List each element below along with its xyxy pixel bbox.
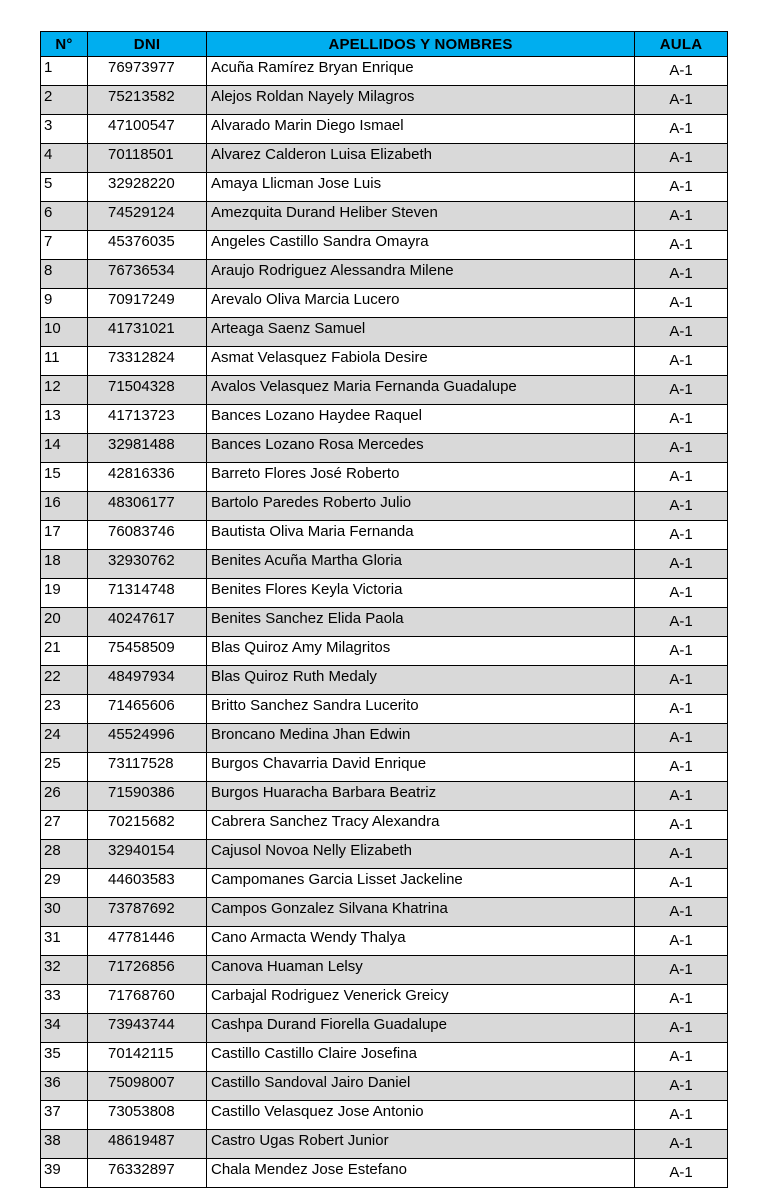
row-aula-cell: A-1 xyxy=(635,1101,728,1130)
row-number-cell: 9 xyxy=(41,289,88,318)
row-number-cell: 4 xyxy=(41,144,88,173)
row-dni-cell: 32930762 xyxy=(88,550,207,579)
row-name-cell: Bances Lozano Haydee Raquel xyxy=(207,405,635,434)
row-dni-cell: 70215682 xyxy=(88,811,207,840)
row-aula-cell: A-1 xyxy=(635,695,728,724)
row-number-cell: 32 xyxy=(41,956,88,985)
row-name-cell: Cajusol Novoa Nelly Elizabeth xyxy=(207,840,635,869)
row-number-cell: 36 xyxy=(41,1072,88,1101)
row-dni-cell: 47781446 xyxy=(88,927,207,956)
column-header-name: APELLIDOS Y NOMBRES xyxy=(207,32,635,57)
row-dni-cell: 45524996 xyxy=(88,724,207,753)
row-number-cell: 5 xyxy=(41,173,88,202)
row-name-cell: Arevalo Oliva Marcia Lucero xyxy=(207,289,635,318)
row-dni-cell: 71590386 xyxy=(88,782,207,811)
row-aula-cell: A-1 xyxy=(635,173,728,202)
row-number-cell: 1 xyxy=(41,57,88,86)
table-row xyxy=(41,405,728,434)
row-number-cell: 11 xyxy=(41,347,88,376)
row-number-cell: 27 xyxy=(41,811,88,840)
row-dni-cell: 76083746 xyxy=(88,521,207,550)
row-aula-cell: A-1 xyxy=(635,1072,728,1101)
table-row xyxy=(41,347,728,376)
row-aula-cell: A-1 xyxy=(635,289,728,318)
table-header xyxy=(41,32,728,57)
row-number-cell: 7 xyxy=(41,231,88,260)
table-row xyxy=(41,869,728,898)
table-row xyxy=(41,782,728,811)
table-row xyxy=(41,811,728,840)
row-dni-cell: 75213582 xyxy=(88,86,207,115)
row-aula-cell: A-1 xyxy=(635,753,728,782)
row-number-cell: 38 xyxy=(41,1130,88,1159)
table-row xyxy=(41,1159,728,1188)
row-name-cell: Castillo Velasquez Jose Antonio xyxy=(207,1101,635,1130)
row-dni-cell: 45376035 xyxy=(88,231,207,260)
row-number-cell: 39 xyxy=(41,1159,88,1188)
row-dni-cell: 40247617 xyxy=(88,608,207,637)
table-row xyxy=(41,1072,728,1101)
row-aula-cell: A-1 xyxy=(635,579,728,608)
row-aula-cell: A-1 xyxy=(635,666,728,695)
row-dni-cell: 70142115 xyxy=(88,1043,207,1072)
row-aula-cell: A-1 xyxy=(635,724,728,753)
table-row xyxy=(41,927,728,956)
row-dni-cell: 70118501 xyxy=(88,144,207,173)
row-name-cell: Alvarado Marin Diego Ismael xyxy=(207,115,635,144)
row-dni-cell: 73787692 xyxy=(88,898,207,927)
header-row xyxy=(41,32,728,57)
row-number-cell: 26 xyxy=(41,782,88,811)
row-aula-cell: A-1 xyxy=(635,637,728,666)
column-header-dni: DNI xyxy=(88,32,207,57)
row-name-cell: Britto Sanchez Sandra Lucerito xyxy=(207,695,635,724)
row-name-cell: Araujo Rodriguez Alessandra Milene xyxy=(207,260,635,289)
table-row xyxy=(41,637,728,666)
row-name-cell: Burgos Huaracha Barbara Beatriz xyxy=(207,782,635,811)
table-row xyxy=(41,724,728,753)
row-number-cell: 8 xyxy=(41,260,88,289)
table-row xyxy=(41,956,728,985)
row-aula-cell: A-1 xyxy=(635,318,728,347)
row-name-cell: Carbajal Rodriguez Venerick Greicy xyxy=(207,985,635,1014)
row-name-cell: Benites Acuña Martha Gloria xyxy=(207,550,635,579)
table-row xyxy=(41,492,728,521)
table-row xyxy=(41,579,728,608)
student-table xyxy=(40,31,728,1188)
row-aula-cell: A-1 xyxy=(635,811,728,840)
table-row xyxy=(41,463,728,492)
row-name-cell: Cashpa Durand Fiorella Guadalupe xyxy=(207,1014,635,1043)
table-row xyxy=(41,550,728,579)
row-number-cell: 29 xyxy=(41,869,88,898)
row-number-cell: 25 xyxy=(41,753,88,782)
row-aula-cell: A-1 xyxy=(635,840,728,869)
row-aula-cell: A-1 xyxy=(635,898,728,927)
table-row xyxy=(41,115,728,144)
row-number-cell: 20 xyxy=(41,608,88,637)
row-aula-cell: A-1 xyxy=(635,202,728,231)
row-number-cell: 16 xyxy=(41,492,88,521)
row-number-cell: 2 xyxy=(41,86,88,115)
row-dni-cell: 76332897 xyxy=(88,1159,207,1188)
table-row xyxy=(41,144,728,173)
row-name-cell: Barreto Flores José Roberto xyxy=(207,463,635,492)
row-aula-cell: A-1 xyxy=(635,550,728,579)
row-aula-cell: A-1 xyxy=(635,347,728,376)
table-row xyxy=(41,376,728,405)
row-dni-cell: 42816336 xyxy=(88,463,207,492)
row-name-cell: Campomanes Garcia Lisset Jackeline xyxy=(207,869,635,898)
row-name-cell: Benites Flores Keyla Victoria xyxy=(207,579,635,608)
row-dni-cell: 32928220 xyxy=(88,173,207,202)
row-aula-cell: A-1 xyxy=(635,927,728,956)
row-number-cell: 15 xyxy=(41,463,88,492)
row-dni-cell: 74529124 xyxy=(88,202,207,231)
row-name-cell: Blas Quiroz Ruth Medaly xyxy=(207,666,635,695)
row-number-cell: 31 xyxy=(41,927,88,956)
row-dni-cell: 32981488 xyxy=(88,434,207,463)
table-row xyxy=(41,666,728,695)
row-number-cell: 30 xyxy=(41,898,88,927)
column-header-aula: AULA xyxy=(635,32,728,57)
row-dni-cell: 73312824 xyxy=(88,347,207,376)
row-name-cell: Bances Lozano Rosa Mercedes xyxy=(207,434,635,463)
row-name-cell: Castillo Sandoval Jairo Daniel xyxy=(207,1072,635,1101)
row-name-cell: Canova Huaman Lelsy xyxy=(207,956,635,985)
row-dni-cell: 71314748 xyxy=(88,579,207,608)
table-row xyxy=(41,86,728,115)
table-row xyxy=(41,1014,728,1043)
row-dni-cell: 32940154 xyxy=(88,840,207,869)
table-row xyxy=(41,1130,728,1159)
row-name-cell: Bautista Oliva Maria Fernanda xyxy=(207,521,635,550)
row-aula-cell: A-1 xyxy=(635,782,728,811)
row-dni-cell: 73117528 xyxy=(88,753,207,782)
row-number-cell: 10 xyxy=(41,318,88,347)
row-dni-cell: 48497934 xyxy=(88,666,207,695)
table-row xyxy=(41,840,728,869)
row-dni-cell: 73943744 xyxy=(88,1014,207,1043)
row-name-cell: Amezquita Durand Heliber Steven xyxy=(207,202,635,231)
row-aula-cell: A-1 xyxy=(635,231,728,260)
row-aula-cell: A-1 xyxy=(635,1159,728,1188)
row-name-cell: Acuña Ramírez Bryan Enrique xyxy=(207,57,635,86)
row-number-cell: 34 xyxy=(41,1014,88,1043)
row-aula-cell: A-1 xyxy=(635,144,728,173)
row-name-cell: Burgos Chavarria David Enrique xyxy=(207,753,635,782)
table-row xyxy=(41,521,728,550)
row-aula-cell: A-1 xyxy=(635,1130,728,1159)
row-dni-cell: 44603583 xyxy=(88,869,207,898)
row-aula-cell: A-1 xyxy=(635,869,728,898)
row-number-cell: 35 xyxy=(41,1043,88,1072)
row-name-cell: Castro Ugas Robert Junior xyxy=(207,1130,635,1159)
row-aula-cell: A-1 xyxy=(635,985,728,1014)
row-dni-cell: 70917249 xyxy=(88,289,207,318)
row-name-cell: Alejos Roldan Nayely Milagros xyxy=(207,86,635,115)
row-dni-cell: 48306177 xyxy=(88,492,207,521)
row-number-cell: 23 xyxy=(41,695,88,724)
row-number-cell: 3 xyxy=(41,115,88,144)
row-number-cell: 19 xyxy=(41,579,88,608)
row-aula-cell: A-1 xyxy=(635,1043,728,1072)
row-dni-cell: 41713723 xyxy=(88,405,207,434)
row-aula-cell: A-1 xyxy=(635,115,728,144)
row-name-cell: Broncano Medina Jhan Edwin xyxy=(207,724,635,753)
row-name-cell: Cano Armacta Wendy Thalya xyxy=(207,927,635,956)
row-dni-cell: 71504328 xyxy=(88,376,207,405)
column-header-number: N° xyxy=(41,32,88,57)
row-number-cell: 17 xyxy=(41,521,88,550)
row-aula-cell: A-1 xyxy=(635,956,728,985)
row-name-cell: Angeles Castillo Sandra Omayra xyxy=(207,231,635,260)
table-row xyxy=(41,318,728,347)
row-name-cell: Benites Sanchez Elida Paola xyxy=(207,608,635,637)
table-row xyxy=(41,985,728,1014)
row-dni-cell: 71726856 xyxy=(88,956,207,985)
row-dni-cell: 48619487 xyxy=(88,1130,207,1159)
table-row xyxy=(41,289,728,318)
row-number-cell: 37 xyxy=(41,1101,88,1130)
row-dni-cell: 76973977 xyxy=(88,57,207,86)
row-name-cell: Amaya Llicman Jose Luis xyxy=(207,173,635,202)
table-row xyxy=(41,1043,728,1072)
row-name-cell: Castillo Castillo Claire Josefina xyxy=(207,1043,635,1072)
row-dni-cell: 75098007 xyxy=(88,1072,207,1101)
row-aula-cell: A-1 xyxy=(635,1014,728,1043)
row-dni-cell: 71768760 xyxy=(88,985,207,1014)
table-row xyxy=(41,1101,728,1130)
table-row xyxy=(41,608,728,637)
row-aula-cell: A-1 xyxy=(635,260,728,289)
table-body xyxy=(41,57,728,1188)
row-dni-cell: 73053808 xyxy=(88,1101,207,1130)
table-row xyxy=(41,434,728,463)
row-aula-cell: A-1 xyxy=(635,376,728,405)
row-number-cell: 28 xyxy=(41,840,88,869)
table-row xyxy=(41,231,728,260)
row-number-cell: 24 xyxy=(41,724,88,753)
row-number-cell: 6 xyxy=(41,202,88,231)
row-dni-cell: 76736534 xyxy=(88,260,207,289)
row-aula-cell: A-1 xyxy=(635,521,728,550)
table-row xyxy=(41,202,728,231)
table-row xyxy=(41,898,728,927)
row-number-cell: 13 xyxy=(41,405,88,434)
table-row xyxy=(41,260,728,289)
row-aula-cell: A-1 xyxy=(635,86,728,115)
row-aula-cell: A-1 xyxy=(635,463,728,492)
row-name-cell: Campos Gonzalez Silvana Khatrina xyxy=(207,898,635,927)
row-name-cell: Chala Mendez Jose Estefano xyxy=(207,1159,635,1188)
row-aula-cell: A-1 xyxy=(635,57,728,86)
table-row xyxy=(41,695,728,724)
row-name-cell: Bartolo Paredes Roberto Julio xyxy=(207,492,635,521)
row-aula-cell: A-1 xyxy=(635,405,728,434)
row-name-cell: Avalos Velasquez Maria Fernanda Guadalupe xyxy=(207,376,635,405)
row-dni-cell: 71465606 xyxy=(88,695,207,724)
row-name-cell: Asmat Velasquez Fabiola Desire xyxy=(207,347,635,376)
row-number-cell: 21 xyxy=(41,637,88,666)
row-number-cell: 12 xyxy=(41,376,88,405)
row-aula-cell: A-1 xyxy=(635,434,728,463)
row-name-cell: Blas Quiroz Amy Milagritos xyxy=(207,637,635,666)
table-row xyxy=(41,57,728,86)
row-dni-cell: 75458509 xyxy=(88,637,207,666)
row-number-cell: 18 xyxy=(41,550,88,579)
row-aula-cell: A-1 xyxy=(635,492,728,521)
row-name-cell: Cabrera Sanchez Tracy Alexandra xyxy=(207,811,635,840)
student-list-sheet xyxy=(40,31,727,1188)
row-aula-cell: A-1 xyxy=(635,608,728,637)
table-row xyxy=(41,753,728,782)
row-name-cell: Alvarez Calderon Luisa Elizabeth xyxy=(207,144,635,173)
row-dni-cell: 41731021 xyxy=(88,318,207,347)
row-dni-cell: 47100547 xyxy=(88,115,207,144)
row-name-cell: Arteaga Saenz Samuel xyxy=(207,318,635,347)
row-number-cell: 22 xyxy=(41,666,88,695)
row-number-cell: 33 xyxy=(41,985,88,1014)
row-number-cell: 14 xyxy=(41,434,88,463)
table-row xyxy=(41,173,728,202)
